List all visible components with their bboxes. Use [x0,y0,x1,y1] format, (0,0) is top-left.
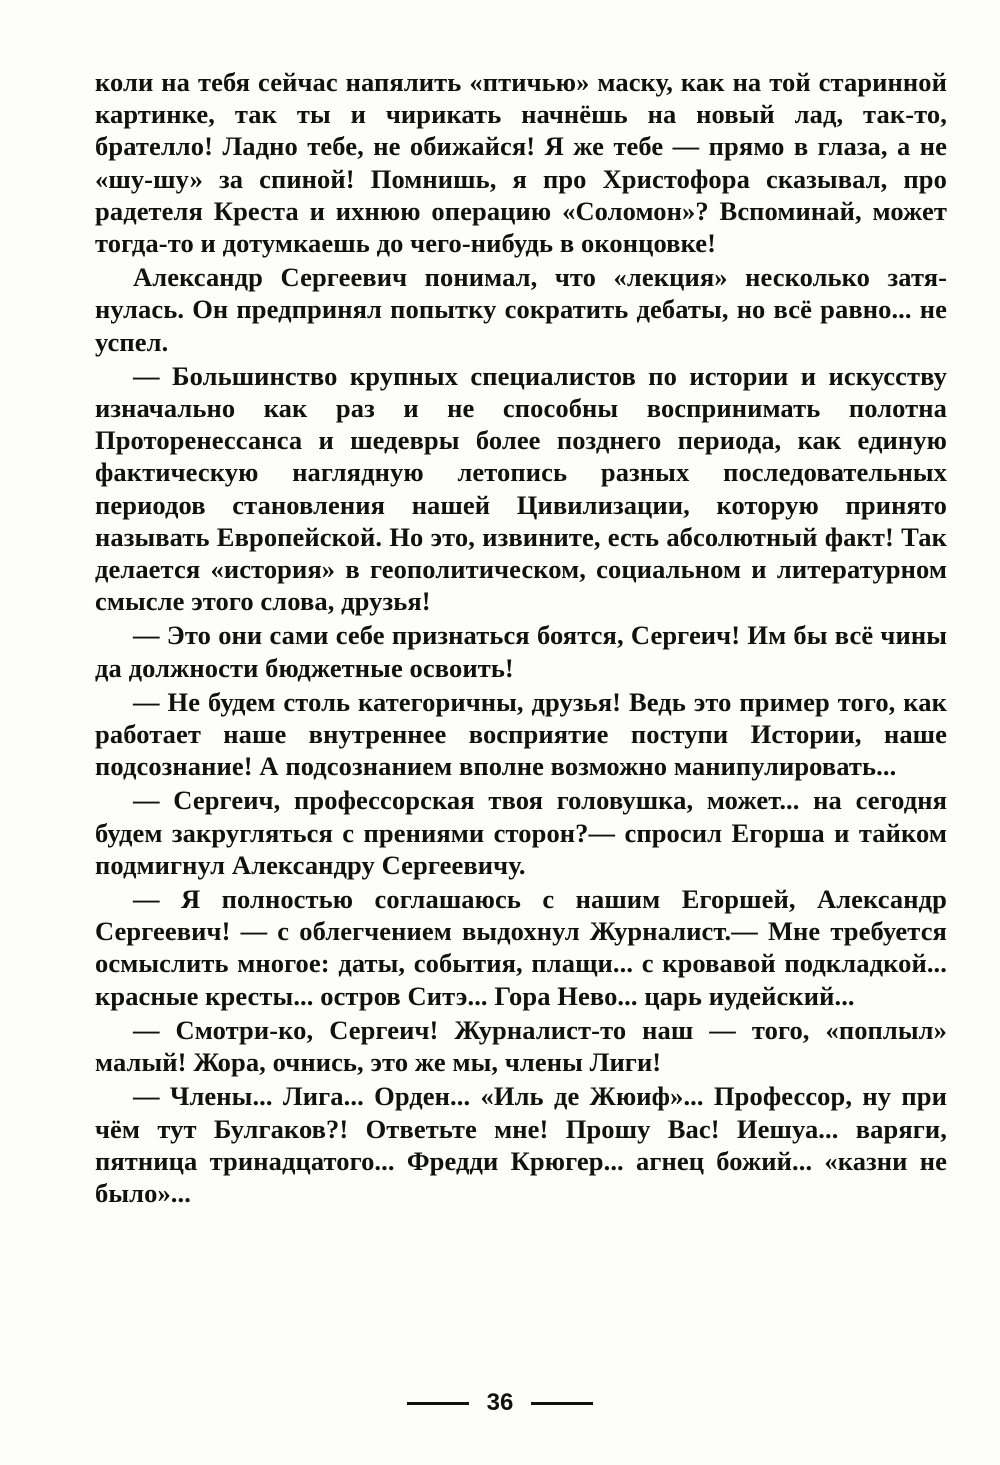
paragraph-4: — Это они сами себе признаться боятся, Сергеич! Им бы всё чины да должности бюджетные освоить! [95,620,947,683]
paragraph-9: — Члены... Лига... Орден... «Иль де Жюиф»... Профессор, ну при чём тут Булгаков?! Ответьте мне! Прошу Вас! Иешуа... варяги, пятница тринадцатого... Фредди Крюгер... агнец божий... «казни не было»... [95,1081,947,1208]
paragraph-2: Александр Сергеевич понимал, что «лекция» несколько затянулась. Он предпринял попытку сократить дебаты, но всё равно... не успел. [95,262,947,357]
paragraph-8: — Смотри-ко, Сергеич! Журналист-то наш — того, «поплыл» малый! Жора, очнись, это же мы, члены Лиги! [95,1014,947,1078]
page-footer [0,1388,1000,1418]
paragraph-6: — Сергеич, профессорская твоя головушка, может... на сегодня будем закругляться с прениями сторон?— спросил Егорша и тайком подмигнул Александру Сергеевичу. [95,785,947,880]
page-number: 36 [486,1389,514,1416]
paragraph-1: коли на тебя сейчас напялить «птичью» маску, как на той старинной картинке, так ты и чирикать начнёшь на новый лад, так-то, брателло! Ладно тебе, не обижайся! Я же тебе — прямо в глаза, а не «шу-шу» за спиной! Помнишь, я про Христофора сказывал, про радетеля Креста и ихнюю операцию «Соломон»? Вспоминай, может тогда-то и дотумкаешь до чего-нибудь в оконцовке! [95,67,947,259]
footer-rule-right [531,1402,593,1405]
paragraph-3: — Большинство крупных специалистов по истории и искусству изначально как раз и не способны воспринимать полотна Проторенессанса и шедевры более позднего периода, как единую фактическую наглядную летопись разных последовательных периодов становления нашей Цивилизации, которую принято называть Европейской. Но это, извините, есть абсолютный факт! Так делается «история» в геополитическом, социальном и литературном смысле этого слова, друзья! [95,360,947,617]
footer-rule-left [407,1402,469,1405]
book-page [95,66,947,1396]
paragraph-7: — Я полностью соглашаюсь с нашим Егоршей, Александр Сергеевич! — с облегчением выдохнул Журналист.— Мне требуется осмыслить многое: даты, события, плащи... с кровавой подкладкой... красные кресты... остров Ситэ... Гора Нево... царь иудейский... [95,884,947,1011]
paragraph-5: — Не будем столь категоричны, друзья! Ведь это пример того, как работает наше внутреннее восприятие поступи Истории, наше подсознание! А подсознанием вполне возможно манипулировать... [95,686,947,782]
